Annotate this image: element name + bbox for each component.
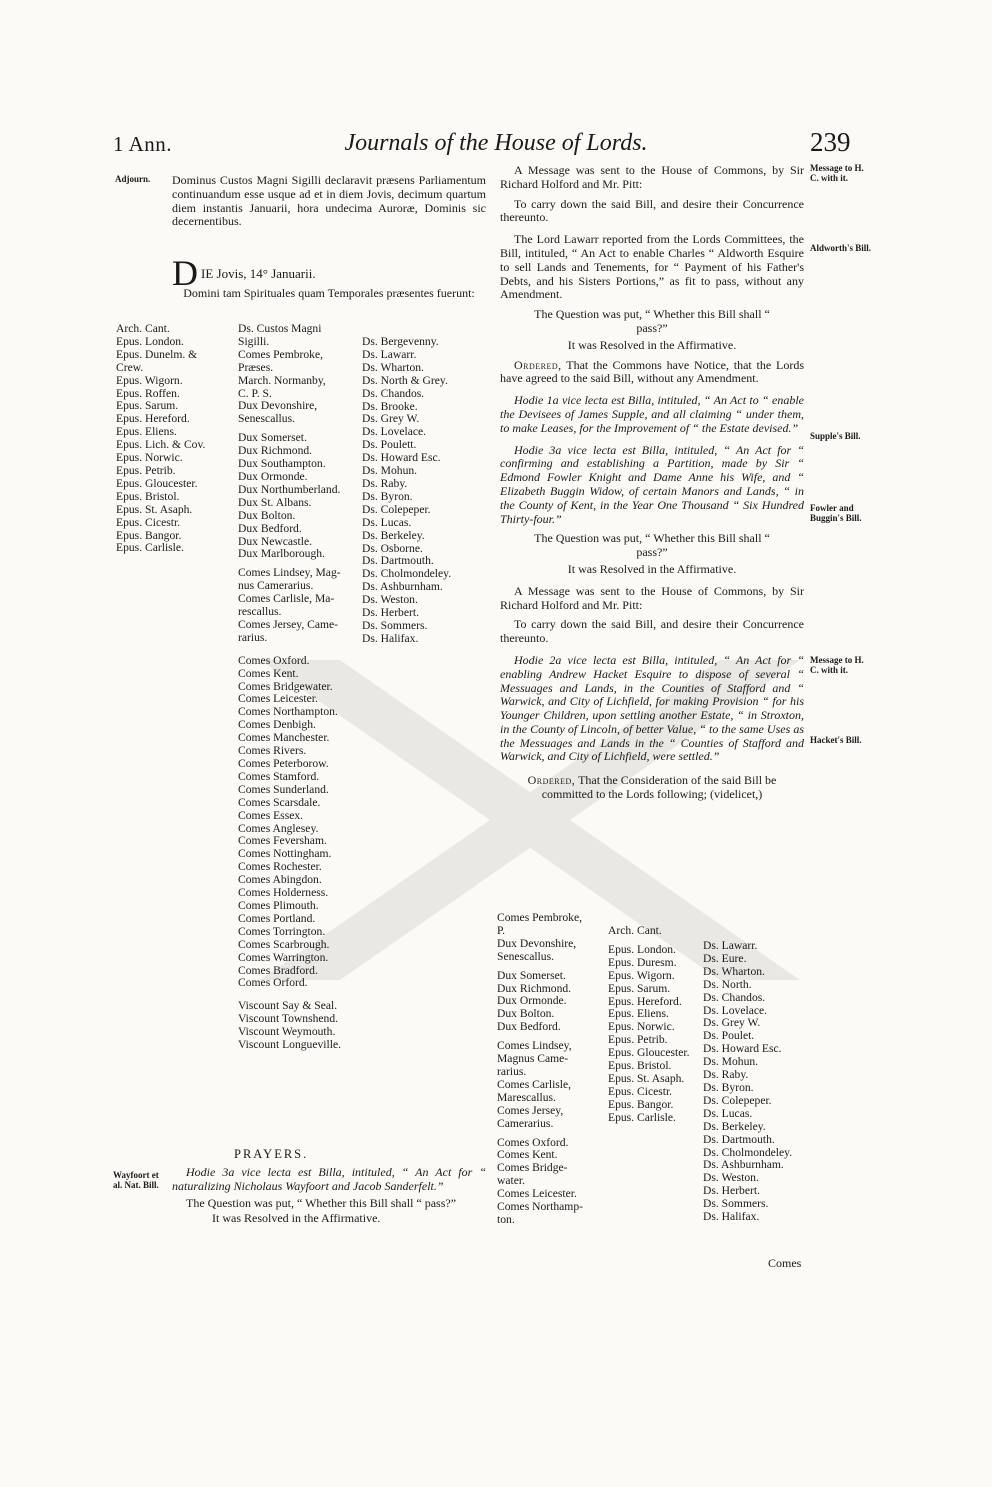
lord-name: Ds. Colepeper.: [362, 502, 431, 516]
lord-name: Epus. Bangor.: [116, 528, 182, 542]
lord-name: Comes Oxford.: [497, 1135, 569, 1149]
day-heading: D IE Jovis, 14° Januarii.: [172, 253, 316, 293]
lord-name: Ds. Chandos.: [703, 990, 766, 1004]
lord-name: C. P. S.: [238, 386, 272, 400]
lord-name: Dux Bolton.: [238, 508, 296, 522]
lord-name: Epus. Hereford.: [116, 412, 190, 426]
lord-name: Ds. Poulett.: [362, 438, 417, 452]
lord-name: Ds. Grey W.: [362, 412, 420, 426]
lord-name: Epus. Norwic.: [608, 1020, 675, 1034]
lord-name: Ds. Sommers.: [362, 618, 428, 632]
hacket-bill-paragraph: Hodie 2a vice lecta est Billa, intituled, “ An Act for “ enabling Andrew Hacket Esquire to dispose of several “ Messuages and Lands, in the Counties of Stafford and “ Warwick, and City of Lichfield, for making Provision “ for his Younger Children, upon settling another Estate, “ in Stroxton, in the County of Lincoln, of better Value, “ to the same Uses as the Messuages and Lands in the “ Counties of Stafford and Warwick, and City of Lichfield, were settled.”: [500, 652, 804, 764]
lord-name: Sigilli.: [238, 334, 270, 348]
lord-name: Comes Manchester.: [238, 731, 330, 745]
lord-name: Epus. Eliens.: [116, 425, 177, 439]
lord-name: Comes Oxford.: [238, 653, 310, 667]
lord-name: Ds. Byron.: [362, 489, 413, 503]
lord-name: Comes Jersey, Came-: [238, 617, 339, 631]
lord-name: March. Normanby,: [238, 373, 326, 387]
lord-name: Ds. Byron.: [703, 1080, 754, 1094]
lord-name: Comes Peterborow.: [238, 757, 329, 770]
lord-name: Epus. Bristol.: [116, 489, 180, 503]
lord-name: Viscount Weymouth.: [238, 1025, 336, 1039]
lord-name: Ds. Ashburnham.: [703, 1158, 784, 1172]
lord-name: Ds. North.: [703, 977, 752, 991]
lord-name: Dux Somerset.: [238, 431, 307, 445]
lord-name: Dux Northumberland.: [238, 482, 341, 496]
lord-name: Dux Newcastle.: [238, 534, 313, 548]
lord-name: Dux Richmond.: [497, 981, 572, 995]
lord-name: Marescallus.: [497, 1090, 556, 1104]
lord-name: Comes Scarbrough.: [238, 937, 330, 951]
lord-name: Comes Feversham.: [238, 834, 327, 848]
lord-name: Comes Sunderland.: [238, 782, 329, 796]
lord-name: Comes Denbigh.: [238, 718, 316, 732]
lord-name: Epus. London.: [116, 334, 184, 348]
lord-name: Dux Ormonde.: [238, 469, 308, 483]
lord-name: Epus. Wigorn.: [116, 373, 183, 387]
lord-name: Dux Southampton.: [238, 457, 326, 471]
lord-name: Viscount Longueville.: [238, 1038, 341, 1052]
lord-name: Ds. Bergevenny.: [362, 335, 439, 348]
margin-note-fowler: Fowler and Buggin's Bill.: [810, 503, 862, 523]
lord-name: Epus. Roffen.: [116, 386, 180, 400]
drop-cap: D: [172, 253, 198, 293]
running-head-left: 1 Ann.: [113, 132, 173, 156]
lord-name: Epus. Cicestr.: [608, 1084, 673, 1098]
lord-name: Epus. Norwic.: [116, 451, 183, 465]
lord-name: Ds. Colepeper.: [703, 1093, 772, 1107]
lord-name: Comes Carlisle, Ma-: [238, 592, 335, 606]
aldworth-report-paragraph: The Lord Lawarr reported from the Lords Committees, the Bill, intituled, “ An Act to enable Charles “ Aldworth Esquire to sell Lands and Tenements, for “ Payment of his Father's Debts, and his Sisters Portions,” as fit to pass, without any Amendment.: [500, 232, 804, 302]
lord-name: Epus. Petrib.: [116, 463, 176, 477]
lord-name: Dux St. Albans.: [238, 495, 312, 509]
lord-name: Epus. Sarum.: [116, 399, 179, 413]
margin-note-adjourn: Adjourn.: [115, 174, 151, 184]
margin-note-message: Message to H. C. with it.: [810, 163, 864, 183]
lord-name: Ds. Grey W.: [703, 1016, 761, 1030]
lord-name: Comes Leicester.: [497, 1187, 577, 1201]
lord-name: Epus. Carlisle.: [116, 541, 184, 555]
lord-name: Comes Nottingham.: [238, 847, 332, 861]
lord-name: Epus. Duresm.: [608, 955, 677, 969]
lord-name: Epus. Cicestr.: [116, 515, 181, 529]
lord-name: Epus. Hereford.: [608, 994, 682, 1008]
lord-name: Epus. Wigorn.: [608, 968, 675, 982]
lord-name: Ds. Herbert.: [703, 1184, 760, 1198]
lord-name: Ds. Halifax.: [362, 631, 419, 645]
lord-name: Comes Essex.: [238, 808, 304, 822]
lord-name: Dux Marlborough.: [238, 547, 325, 561]
lord-name: Arch. Cant.: [116, 322, 170, 335]
lord-name: Comes Rivers.: [238, 744, 307, 758]
lord-name: Comes Pembroke,: [238, 347, 324, 361]
lord-name: Ds. Howard Esc.: [362, 451, 441, 465]
lord-name: water.: [497, 1174, 526, 1188]
lord-name: Dux Bedford.: [497, 1020, 561, 1034]
lord-name: Ds. Lawarr.: [703, 939, 758, 952]
committee-column-1: [497, 912, 583, 1227]
lord-name: Dux Bolton.: [497, 1007, 555, 1021]
lord-name: Ds. Herbert.: [362, 606, 419, 620]
lord-name: rarius.: [497, 1064, 527, 1078]
lord-name: Ds. Wharton.: [703, 964, 765, 978]
lord-name: Viscount Say & Seal.: [238, 999, 338, 1013]
catchword: Comes: [768, 1256, 802, 1270]
message-paragraph-2: A Message was sent to the House of Commons, by Sir Richard Holford and Mr. Pitt:: [500, 583, 804, 612]
lord-name: Comes Pembroke,: [497, 911, 583, 924]
lords-column-barons: [362, 336, 451, 646]
lord-name: Ds. Lucas.: [362, 515, 412, 529]
lord-name: Comes Lindsey,: [497, 1039, 572, 1053]
lord-name: Magnus Came-: [497, 1052, 569, 1066]
lord-name: Crew.: [116, 360, 144, 374]
lord-name: Epus. St. Asaph.: [608, 1071, 685, 1085]
lord-name: Ds. Lawarr.: [362, 347, 417, 361]
lord-name: Comes Holderness.: [238, 886, 329, 900]
lord-name: Comes Anglesey.: [238, 821, 319, 835]
lords-column-spiritual: [116, 323, 205, 555]
lord-name: Dux Bedford.: [238, 521, 302, 535]
running-head-title: Journals of the House of Lords.: [344, 130, 648, 156]
lord-name: Epus. London.: [608, 942, 676, 956]
committee-column-2: [608, 925, 689, 1125]
lord-name: Comes Kent.: [497, 1148, 558, 1162]
lord-name: Ds. Dartmouth.: [362, 554, 434, 568]
lord-name: Ds. Weston.: [703, 1171, 759, 1185]
margin-note-message-2: Message to H. C. with it.: [810, 655, 864, 675]
lord-name: Dux Devonshire,: [238, 399, 318, 413]
question-text: The Question was put, “ Whether this Bill shall “ pass?”: [186, 1195, 457, 1210]
lord-name: Comes Warrington.: [238, 950, 329, 964]
lord-name: Ds. Raby.: [703, 1068, 749, 1082]
lord-name: Comes Kent.: [238, 666, 299, 680]
lord-name: Epus. Petrib.: [608, 1033, 668, 1047]
prayers-heading: PRAYERS.: [234, 1147, 309, 1161]
lord-name: rarius.: [238, 630, 268, 644]
wayfoort-bill-paragraph: Hodie 3a vice lecta est Billa, intituled, “ An Act for “ naturalizing Nicholaus Wayfoort and Jacob Sanderfelt.” The Question was put, “ Whether this Bill shall “ pass?” It was Resolved in the Affirmative.: [172, 1165, 486, 1226]
lord-name: rescallus.: [238, 605, 282, 619]
lord-name: Comes Carlisle,: [497, 1077, 572, 1091]
lord-name: Ds. Custos Magni: [238, 322, 322, 335]
lords-present-heading: Domini tam Spirituales quam Temporales præsentes fuerunt:: [183, 286, 475, 300]
margin-note-aldworth: Aldworth's Bill.: [810, 243, 872, 253]
lord-name: Comes Scarsdale.: [238, 795, 321, 809]
lord-name: Comes Bradford.: [238, 963, 318, 977]
message-paragraph: A Message was sent to the House of Commons, by Sir Richard Holford and Mr. Pitt:: [500, 163, 804, 191]
right-column: A Message was sent to the House of Commons, by Sir Richard Holford and Mr. Pitt: To carry down the said Bill, and desire their Concurrence thereunto. The Lord Lawarr reported from the Lords Committees, the Bill, intituled, “ An Act to enable Charles “ Aldworth Esquire to sell Lands and Tenements, for “ Payment of his Father's Debts, and his Sisters Portions,” as fit to pass, without any Amendment. The Question was put, “ Whether this Bill shall “ pass?” It was Resolved in the Affirmative. Ordered, That the Commons have Notice, that the Lords have agreed to the said Bill, without any Amendment. Hodie 1a vice lecta est Billa, intituled, “ An Act to “ enable the Devisees of James Supple, and all claiming “ under them, to make Leases, for the Improvement of “ the Estate devised.” Hodie 3a vice lecta est Billa, intituled, “ An Act for “ confirming and establishing a Partition, made by Sir “ Edmond Fowler Knight and Dame Anne his Wife, and “ Elizabeth Buggin Widow, of certain Manors and Lands, “ in the County of Kent, in the Year One Thousand “ Six Hundred Thirty-four.” The Question was put, “ Whether this Bill shall “ pass?” It was Resolved in the Affirmative. A Message was sent to the House of Commons, by Sir Richard Holford and Mr. Pitt: To carry down the said Bill, and desire their Concurrence thereunto. Hodie 2a vice lecta est Billa, intituled, “ An Act for “ enabling Andrew Hacket Esquire to dispose of several “ Messuages and Lands, in the Counties of Stafford and “ Warwick, and City of Lichfield, for making Provision “ for his Younger Children, upon settling another Estate, “ in Stroxton, in the County of Lincoln, of better Value, “ to the same Uses as the Messuages and Lands in the “ Counties of Stafford and Warwick, and City of Lichfield, were settled.” Ordered, That the Consideration of the said Bill be committed to the Lords following; (videlicet,): [500, 163, 804, 802]
lord-name: Ds. Ashburnham.: [362, 580, 443, 594]
lord-name: Dux Devonshire,: [497, 936, 577, 950]
supple-bill-paragraph: Hodie 1a vice lecta est Billa, intituled, “ An Act to “ enable the Devisees of James Supple, and all claiming “ under them, to make Leases, for the Improvement of “ the Estate devised.”: [500, 393, 804, 435]
lord-name: Ds. Chandos.: [362, 386, 425, 400]
lord-name: Dux Richmond.: [238, 444, 313, 458]
lord-name: Camerarius.: [497, 1116, 554, 1130]
lord-name: Viscount Townshend.: [238, 1012, 339, 1026]
committee-column-3: [703, 940, 792, 1224]
lord-name: Epus. Bangor.: [608, 1097, 674, 1111]
lord-name: Comes Leicester.: [238, 692, 318, 706]
lord-name: Comes Torrington.: [238, 924, 326, 938]
page-number: 239: [810, 127, 851, 157]
lord-name: Epus. St. Asaph.: [116, 502, 193, 516]
lords-column-temporal: [238, 323, 341, 1052]
lord-name: Arch. Cant.: [608, 924, 662, 937]
lord-name: Comes Jersey,: [497, 1103, 564, 1117]
lord-name: Ds. Dartmouth.: [703, 1132, 775, 1146]
lord-name: Epus. Dunelm. &: [116, 347, 198, 361]
lord-name: Ds. Lovelace.: [703, 1003, 768, 1017]
lord-name: Ds. Wharton.: [362, 360, 424, 374]
lord-name: Ds. Brooke.: [362, 399, 418, 413]
lord-name: ton.: [497, 1212, 515, 1226]
lord-name: Comes Portland.: [238, 911, 316, 925]
lord-name: Dux Ormonde.: [497, 994, 567, 1008]
lord-name: Dux Somerset.: [497, 968, 566, 982]
lord-name: Epus. Carlisle.: [608, 1110, 676, 1124]
lord-name: Ds. Osborne.: [362, 541, 423, 555]
lord-name: Comes Lindsey, Mag-: [238, 566, 341, 580]
margin-note-hacket: Hacket's Bill.: [810, 735, 862, 745]
lord-name: Epus. Lich. & Cov.: [116, 438, 206, 452]
lord-name: Comes Stamford.: [238, 769, 320, 783]
lord-name: Epus. Eliens.: [608, 1007, 669, 1021]
lord-name: Ds. Howard Esc.: [703, 1042, 782, 1056]
lord-name: Præses.: [238, 360, 274, 374]
lord-name: Ds. Mohun.: [362, 464, 418, 478]
lord-name: Ds. Berkeley.: [362, 528, 425, 542]
lord-name: Ds. Lucas.: [703, 1106, 753, 1120]
lord-name: Ds. Cholmondeley.: [703, 1145, 793, 1159]
lord-name: Ds. Sommers.: [703, 1197, 769, 1211]
lord-name: Ds. Lovelace.: [362, 425, 427, 439]
lord-name: P.: [497, 923, 506, 937]
lord-name: Epus. Gloucester.: [116, 476, 198, 490]
lord-name: Comes Bridge-: [497, 1161, 568, 1175]
lord-name: Comes Orford.: [238, 976, 308, 990]
lord-name: Comes Northampton.: [238, 705, 338, 719]
lord-name: Ds. Weston.: [362, 593, 418, 607]
lord-name: Senescallus.: [238, 412, 295, 426]
margin-note-wayfoort: Wayfoort et al. Nat. Bill.: [113, 1170, 159, 1190]
lord-name: Comes Abingdon.: [238, 873, 322, 887]
lord-name: Ds. Berkeley.: [703, 1119, 766, 1133]
margin-note-supple: Supple's Bill.: [810, 431, 861, 441]
lord-name: nus Camerarius.: [238, 579, 314, 593]
lord-name: Epus. Sarum.: [608, 981, 671, 995]
adjournment-paragraph: Dominus Custos Magni Sigilli declaravit præsens Parliamentum continuandum esse usque ad et in diem Jovis, decimum quartum diem instantis Januarii, hora undecima Auroræ, Dominis sic decernentibus.: [172, 173, 486, 229]
lord-name: Ds. Eure.: [703, 951, 747, 965]
lord-name: Epus. Gloucester.: [608, 1046, 690, 1060]
lord-name: Ds. Mohun.: [703, 1055, 759, 1069]
lord-name: Comes Rochester.: [238, 860, 322, 874]
lord-name: Comes Northamp-: [497, 1200, 583, 1214]
lord-name: Ds. Halifax.: [703, 1210, 760, 1224]
lord-name: Ds. North & Grey.: [362, 373, 448, 387]
fowler-bill-paragraph: Hodie 3a vice lecta est Billa, intituled, “ An Act for “ confirming and establishing a Partition, made by Sir “ Edmond Fowler Knight and Dame Anne his Wife, and “ Elizabeth Buggin Widow, of certain Manors and Lands, “ in the County of Kent, in the Year One Thousand “ Six Hundred Thirty-four.”: [500, 442, 804, 526]
lord-name: Comes Plimouth.: [238, 898, 319, 912]
lord-name: Ds. Cholmondeley.: [362, 567, 452, 581]
resolved-text: It was Resolved in the Affirmative.: [212, 1211, 381, 1226]
lord-name: Senescallus.: [497, 949, 554, 963]
lord-name: Ds. Poulet.: [703, 1029, 755, 1043]
lord-name: Epus. Bristol.: [608, 1059, 672, 1073]
lord-name: Ds. Raby.: [362, 476, 408, 490]
lord-name: Comes Bridgewater.: [238, 679, 333, 693]
